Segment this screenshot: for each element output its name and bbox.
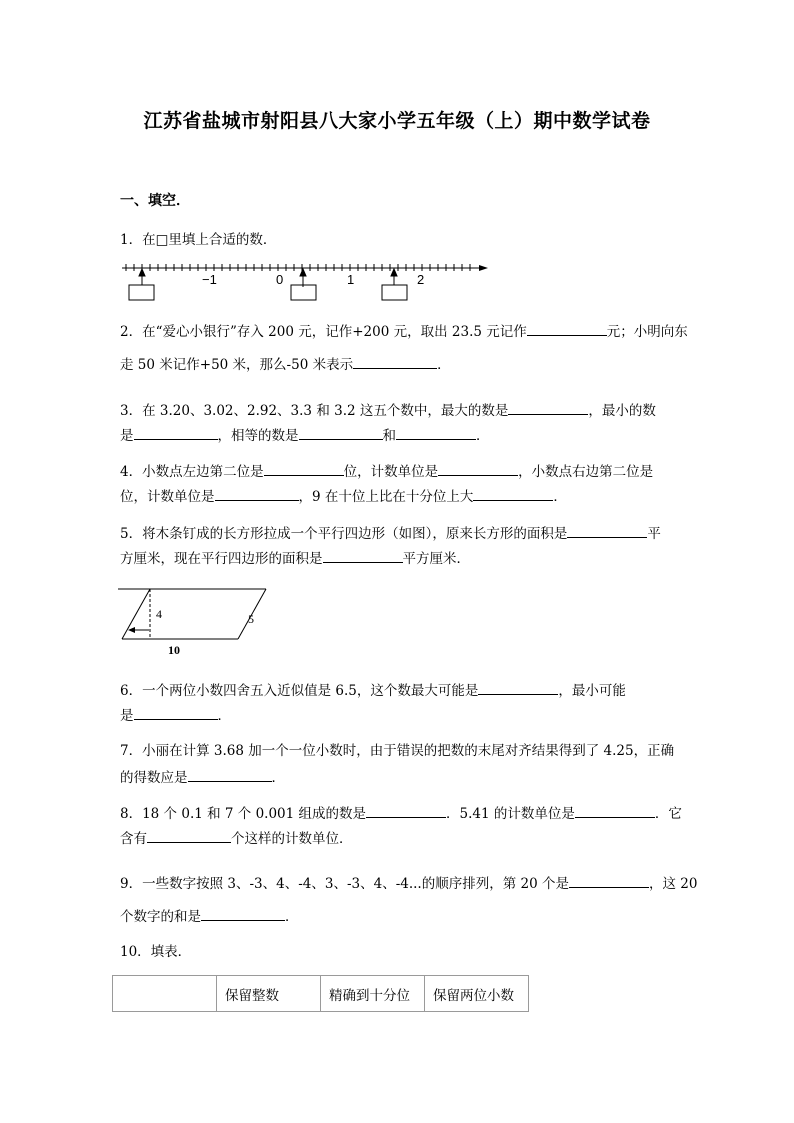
tick-label-neg1: −1 xyxy=(202,272,217,287)
question-1: 1．在□里填上合适的数． xyxy=(120,232,277,248)
answer-blank[interactable] xyxy=(323,548,403,563)
answer-box-3 xyxy=(382,285,407,300)
section-heading: 一、填空． xyxy=(120,193,190,209)
side-label: 5 xyxy=(248,612,254,626)
tick-label-1: 1 xyxy=(347,272,355,287)
answer-blank[interactable] xyxy=(134,705,218,720)
answer-box-2 xyxy=(291,285,316,300)
answer-blank[interactable] xyxy=(473,486,553,501)
table-header-cell: 精确到十分位 xyxy=(321,976,425,1012)
number-line-arrow-icon xyxy=(479,265,488,271)
question-4-line-1: 4．小数点左边第二位是 位，计数单位是 ，小数点右边第二位是 xyxy=(120,461,653,481)
table-header-row xyxy=(113,976,529,1012)
height-label: 4 xyxy=(156,607,162,621)
table-header-cell: 保留两位小数 xyxy=(425,976,529,1012)
parallelogram-figure xyxy=(116,582,276,660)
answer-blank[interactable] xyxy=(188,767,272,782)
answer-box-1 xyxy=(129,285,154,300)
answer-blank[interactable] xyxy=(147,828,231,843)
fill-table xyxy=(112,975,529,1012)
pointer-arrow-middle xyxy=(300,269,306,287)
page-title: 江苏省盐城市射阳县八大家小学五年级（上）期中数学试卷 xyxy=(143,110,651,132)
question-7-line-1: 7．小丽在计算 3.68 加一个一位小数时，由于错误的把数的末尾对齐结果得到了 4.25，正确 xyxy=(120,743,675,759)
question-10: 10．填表． xyxy=(120,944,192,960)
question-4-line-2: 位，计数单位是 ，9 在十位上比在十分位上大 ． xyxy=(120,486,567,506)
question-5-line-2: 方厘米，现在平行四边形的面积是 平方厘米． xyxy=(120,548,470,568)
answer-blank[interactable] xyxy=(575,803,655,818)
question-6-line-1: 6．一个两位小数四舍五入近似值是 6.5，这个数最大可能是 ，最小可能 xyxy=(120,680,626,700)
question-7-line-2: 的得数应是 ． xyxy=(120,767,285,787)
question-2-line-2: 走 50 米记作+50 米，那么-50 米表示 ． xyxy=(120,354,451,374)
question-3-line-2: 是 ，相等的数是 和 ． xyxy=(120,425,490,445)
number-line-figure xyxy=(116,256,494,306)
arrow-left-icon xyxy=(128,627,135,633)
question-9-line-2: 个数字的和是 ． xyxy=(120,906,299,926)
answer-blank[interactable] xyxy=(438,461,518,476)
question-8-line-2: 含有 个这样的计数单位． xyxy=(120,828,353,848)
answer-blank[interactable] xyxy=(353,354,437,369)
base-label: 10 xyxy=(168,643,180,657)
answer-blank[interactable] xyxy=(567,523,647,538)
answer-blank[interactable] xyxy=(299,425,383,440)
question-8-line-1: 8．18 个 0.1 和 7 个 0.001 组成的数是 ．5.41 的计数单位是 ．它 xyxy=(120,803,682,823)
answer-blank[interactable] xyxy=(215,486,299,501)
answer-blank[interactable] xyxy=(366,803,446,818)
left-side xyxy=(122,589,150,639)
question-2-line-1: 2．在“爱心小银行”存入 200 元，记作+200 元，取出 23.5 元记作 元；小明向东 xyxy=(120,321,688,341)
answer-blank[interactable] xyxy=(508,400,588,415)
pointer-arrow-left xyxy=(139,269,145,285)
question-9-line-1: 9．一些数字按照 3、-3、4、-4、3、-3、4、-4...的顺序排列，第 20 个是 ，这 20 xyxy=(120,873,697,893)
answer-blank[interactable] xyxy=(396,425,476,440)
question-6-line-2: 是 ． xyxy=(120,705,231,725)
tick-label-2: 2 xyxy=(417,272,425,287)
table-header-cell xyxy=(113,976,217,1012)
question-5-line-1: 5．将木条钉成的长方形拉成一个平行四边形（如图），原来长方形的面积是 平 xyxy=(120,523,661,543)
answer-blank[interactable] xyxy=(527,321,607,336)
table-header-cell: 保留整数 xyxy=(217,976,321,1012)
tick-label-0: 0 xyxy=(276,272,284,287)
answer-blank[interactable] xyxy=(201,906,285,921)
answer-blank[interactable] xyxy=(264,461,344,476)
pointer-arrow-right xyxy=(391,269,397,285)
question-3-line-1: 3．在 3.20、3.02、2.92、3.3 和 3.2 这五个数中，最大的数是 ，最小的数 xyxy=(120,400,656,420)
answer-blank[interactable] xyxy=(134,425,218,440)
answer-blank[interactable] xyxy=(569,873,649,888)
answer-blank[interactable] xyxy=(478,680,558,695)
